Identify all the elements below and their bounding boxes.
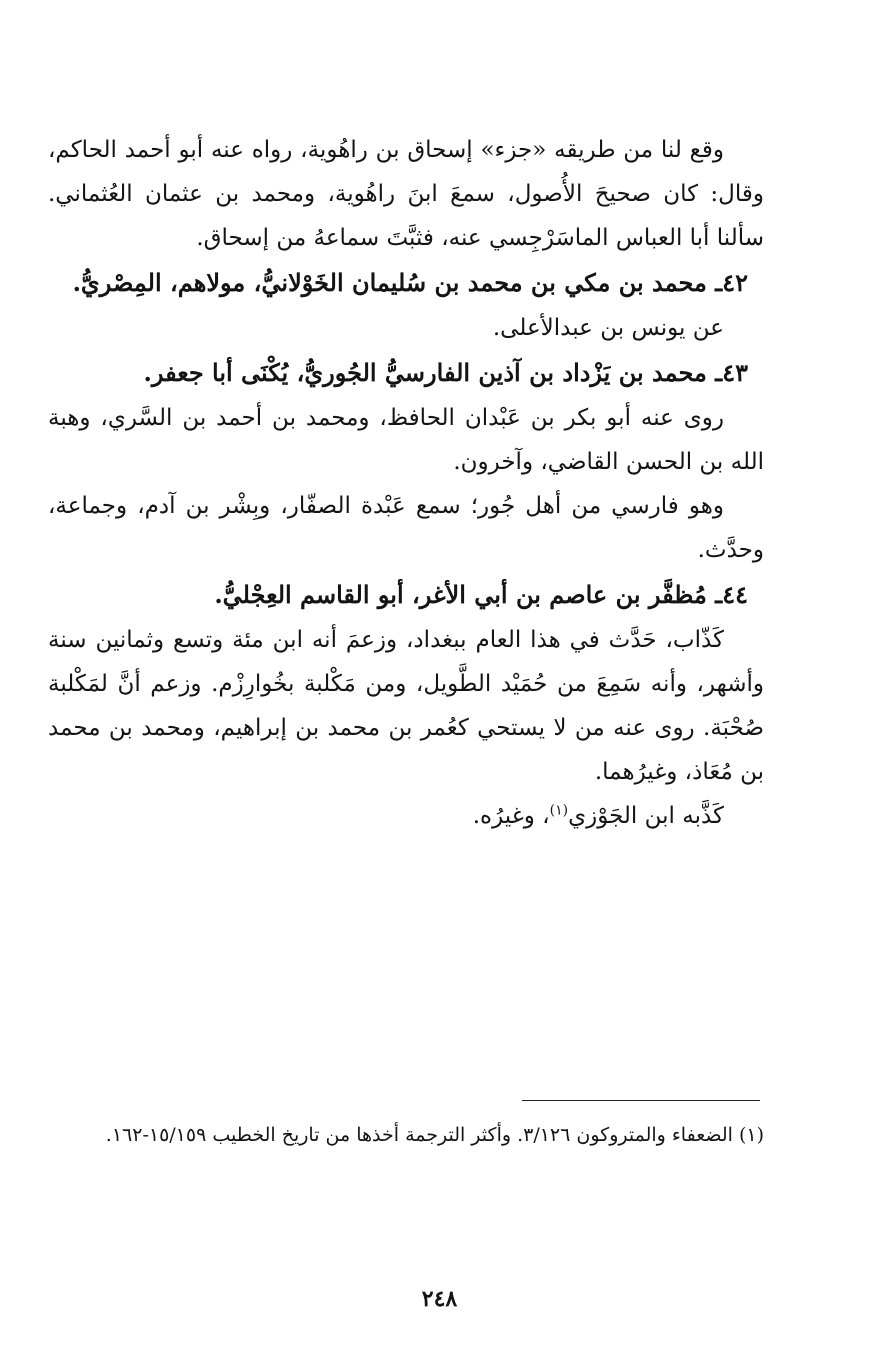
footnote-1: (١) الضعفاء والمتروكون ٣/١٢٦. وأكثر الترجمة أخذها من تاريخ الخطيب ١٥/١٥٩-١٦٢. bbox=[105, 1124, 764, 1146]
page-number: ٢٤٨ bbox=[421, 1286, 458, 1312]
verdict-text-end: ، وغيرُه. bbox=[472, 803, 550, 829]
paragraph-44-account: كَذّاب، حَدَّث في هذا العام ببغداد، وزعمَ أنه ابن مئة وتسع وثمانين سنة وأشهر، وأنه سَمِعَ من حُمَيْد الطَّويل، ومن مَكْلبة بخُوارِزْم. وزعم أنَّ لمَكْلبة صُحْبَة. روى عنه من لا يستحي كعُمر بن محمد بن إبراهيم، ومحمد بن محمد بن مُعَاذ، وغيرُهما. bbox=[48, 627, 764, 785]
footnote-separator bbox=[522, 1100, 760, 1101]
footnote-reference[interactable]: (١) bbox=[549, 802, 569, 819]
entry-heading-43: ٤٣ـ محمد بن يَزْداد بن آذين الفارسيُّ الجُوريُّ، يُكْنَى أبا جعفر. bbox=[143, 358, 748, 387]
verdict-text: كَذَّبه ابن الجَوْزي bbox=[568, 803, 724, 829]
entry-heading-44: ٤٤ـ مُظفَّر بن عاصم بن أبي الأغر، أبو القاسم العِجْليُّ. bbox=[214, 580, 748, 609]
paragraph-42: عن يونس بن عبدالأعلى. bbox=[492, 315, 724, 341]
paragraph-intro: وقع لنا من طريقه «جزء» إسحاق بن راهُوية، رواه عنه أبو أحمد الحاكم، وقال: كان صحيحَ الأُصول، سمعَ ابنَ راهُوية، ومحمد بن عثمان العُثماني. سألنا أبا العباس الماسَرْجِسي عنه، فثبَّتَ سماعهُ من إسحاق. bbox=[48, 137, 764, 251]
paragraph-43-narrators: روى عنه أبو بكر بن عَبْدان الحافظ، ومحمد بن أحمد بن السَّري، وهبة الله بن الحسن القاضي، وآخرون. bbox=[48, 405, 764, 475]
footnotes bbox=[48, 1118, 764, 1152]
main-text bbox=[48, 128, 764, 838]
paragraph-44-verdict bbox=[48, 794, 764, 838]
entry-heading-42: ٤٢ـ محمد بن مكي بن محمد بن سُليمان الخَوْلانيُّ، مولاهم، المِصْريُّ. bbox=[72, 268, 748, 297]
paragraph-43-origin: وهو فارسي من أهل جُور؛ سمع عَبْدة الصفّار، وبِشْر بن آدم، وجماعة، وحدَّث. bbox=[48, 493, 764, 563]
